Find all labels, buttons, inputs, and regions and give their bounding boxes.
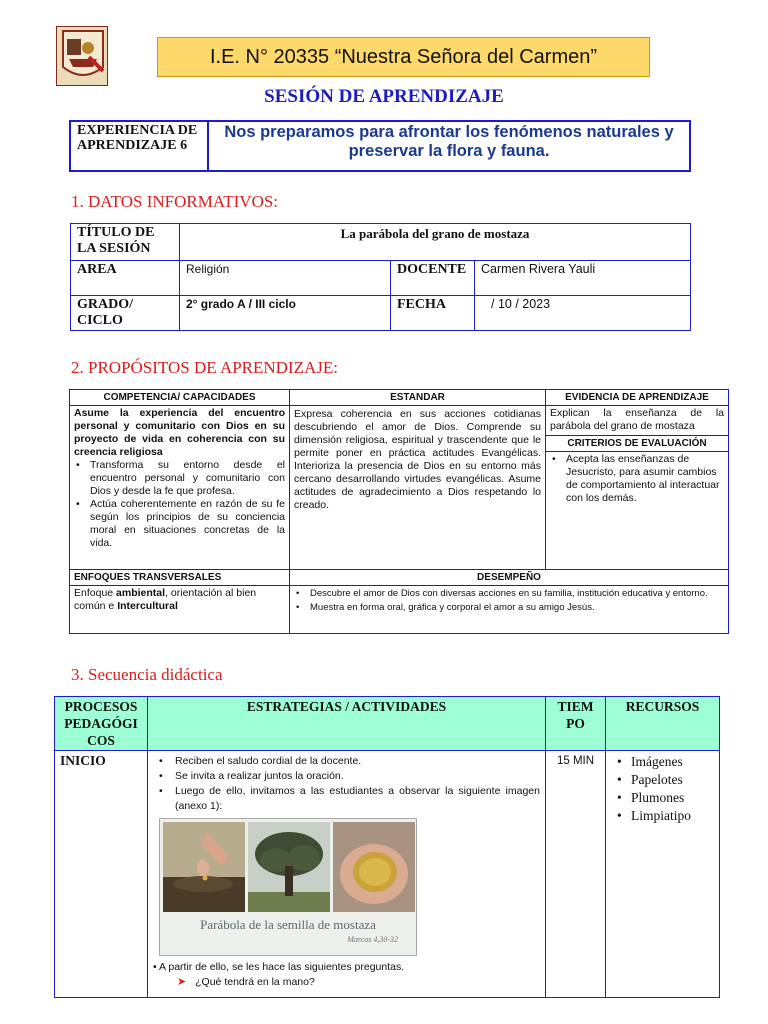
criterio-item: • Acepta las enseñanzas de Jesucristo, para asumir cambios de comportamiento al interactuar con los demás. [550,453,724,505]
grado-label: GRADO/ CICLO [71,296,180,331]
estandar-cell: Expresa coherencia en sus acciones cotidianas descubriendo el amor de Dios. Comprende su dimensión religiosa, espiritual y trascendente que le permite poner en práctica actitudes Evangélicas. Interioriza la presencia de Dios en su entorno más cercano desarrollando virtudes evangélicas. Asume actitudes de agradecimiento a Dios respetando lo creado. [290,406,546,570]
propositos-table [69,389,729,634]
secuencia-table [54,696,720,998]
col-estandar: ESTANDAR [290,390,546,406]
experiencia-table [69,120,691,172]
hand-with-seeds-image [333,822,415,912]
evidencia-value: Explican la enseñanza de la parábola del grano de mostaza [546,406,729,436]
after-image-label: A partir de ello, se les hace las siguientes preguntas. [159,961,405,973]
titulo-label: TÍTULO DE LA SESIÓN [71,224,180,261]
col-competencia: COMPETENCIA/ CAPACIDADES [70,390,290,406]
enfoque-ambiental: ambiental [116,587,166,599]
image-reference: Marcos 4,30-32 [347,935,398,944]
recurso-item: • Papelotes [611,771,714,789]
arrow-bullet-icon: ➤ [177,976,187,988]
docente-value: Carmen Rivera Yauli [475,261,691,296]
experiencia-label: EXPERIENCIA DE APRENDIZAJE 6 [70,121,208,171]
desempeno-cell [290,586,729,634]
inicio-activities [148,751,546,998]
activity-item: • Se invita a realizar juntos la oración. [153,769,540,784]
capacidad-item: • Actúa coherentemente en razón de su fe según los principios de su conciencia moral en situaciones concretas de la vida. [74,498,285,550]
enfoques-value [70,586,290,634]
col-tiempo: TIEM PO [546,697,606,751]
col-procesos: PROCESOS PEDAGÓGI COS [55,697,148,751]
desempeno-item: • Descubre el amor de Dios con diversas acciones en su familia, institución educativa y entorno. [294,587,716,601]
question-item [153,975,540,990]
fecha-value: / 10 / 2023 [475,296,691,331]
desempeno-label: DESEMPEÑO [290,570,729,586]
titulo-value: La parábola del grano de mostaza [180,224,691,261]
docente-label: DOCENTE [391,261,475,296]
col-recursos: RECURSOS [606,697,720,751]
enfoque-text: Enfoque [74,587,117,599]
criterios-label: CRITERIOS DE EVALUACIÓN [546,436,729,452]
datos-heading: 1. DATOS INFORMATIVOS: [71,192,279,211]
session-title: SESIÓN DE APRENDIZAJE [264,86,504,107]
recurso-item: • Limpiatipo [611,807,714,825]
image-caption-band [160,913,416,953]
school-crest-icon [57,27,108,86]
recurso-item: • Imágenes [611,753,714,771]
image-caption: Parábola de la semilla de mostaza [200,917,376,932]
secuencia-heading: 3. Secuencia didáctica [71,665,223,684]
inicio-label: INICIO [55,751,148,998]
desempeno-item: • Muestra en forma oral, gráfica y corporal el amor a su amigo Jesús. [294,601,716,615]
activity-item: • Reciben el saludo cordial de la docente. [153,754,540,769]
question-text: ¿Qué tendrá en la mano? [195,976,315,988]
capacidades-list [74,459,285,550]
col-estrategias: ESTRATEGIAS / ACTIVIDADES [148,697,546,751]
datos-table [70,223,691,331]
school-name-banner [157,37,650,77]
col-evidencia: EVIDENCIA DE APRENDIZAJE [546,390,729,406]
area-value: Religión [180,261,391,296]
capacidad-item: • Transforma su entorno desde el encuentro personal y comunitario con Dios y desde la fe que profesa. [74,459,285,498]
experiencia-value: Nos preparamos para afrontar los fenómenos naturales y preservar la flora y fauna. [208,121,690,171]
competencia-main: Asume la experiencia del encuentro personal y comunitario con Dios en su proyecto de vida en coherencia con su creencia religiosa [74,407,285,458]
enfoque-text: , orientación al bien común e [74,587,257,612]
fecha-label: FECHA [391,296,475,331]
competencia-cell [70,406,290,570]
recurso-item: • Plumones [611,789,714,807]
criterios-cell [546,452,729,570]
school-name: I.E. N° 20335 “Nuestra Señora del Carmen” [209,45,598,68]
after-image-text: • A partir de ello, se les hace las siguientes preguntas. [153,961,405,973]
enfoques-label: ENFOQUES TRANSVERSALES [70,570,290,586]
anexo-image [159,818,417,956]
hand-planting-seed-image [163,822,245,912]
recursos-cell [606,751,720,998]
mustard-tree-image [248,822,330,912]
school-logo [56,26,108,86]
propositos-heading: 2. PROPÓSITOS DE APRENDIZAJE: [71,358,339,377]
area-label: AREA [71,261,180,296]
grado-value: 2° grado A / III ciclo [180,296,391,331]
inicio-tiempo: 15 MIN [546,751,606,998]
activity-item: • Luego de ello, invitamos a las estudiantes a observar la siguiente imagen (anexo 1): [153,784,540,814]
enfoque-intercultural: Intercultural [117,600,178,612]
